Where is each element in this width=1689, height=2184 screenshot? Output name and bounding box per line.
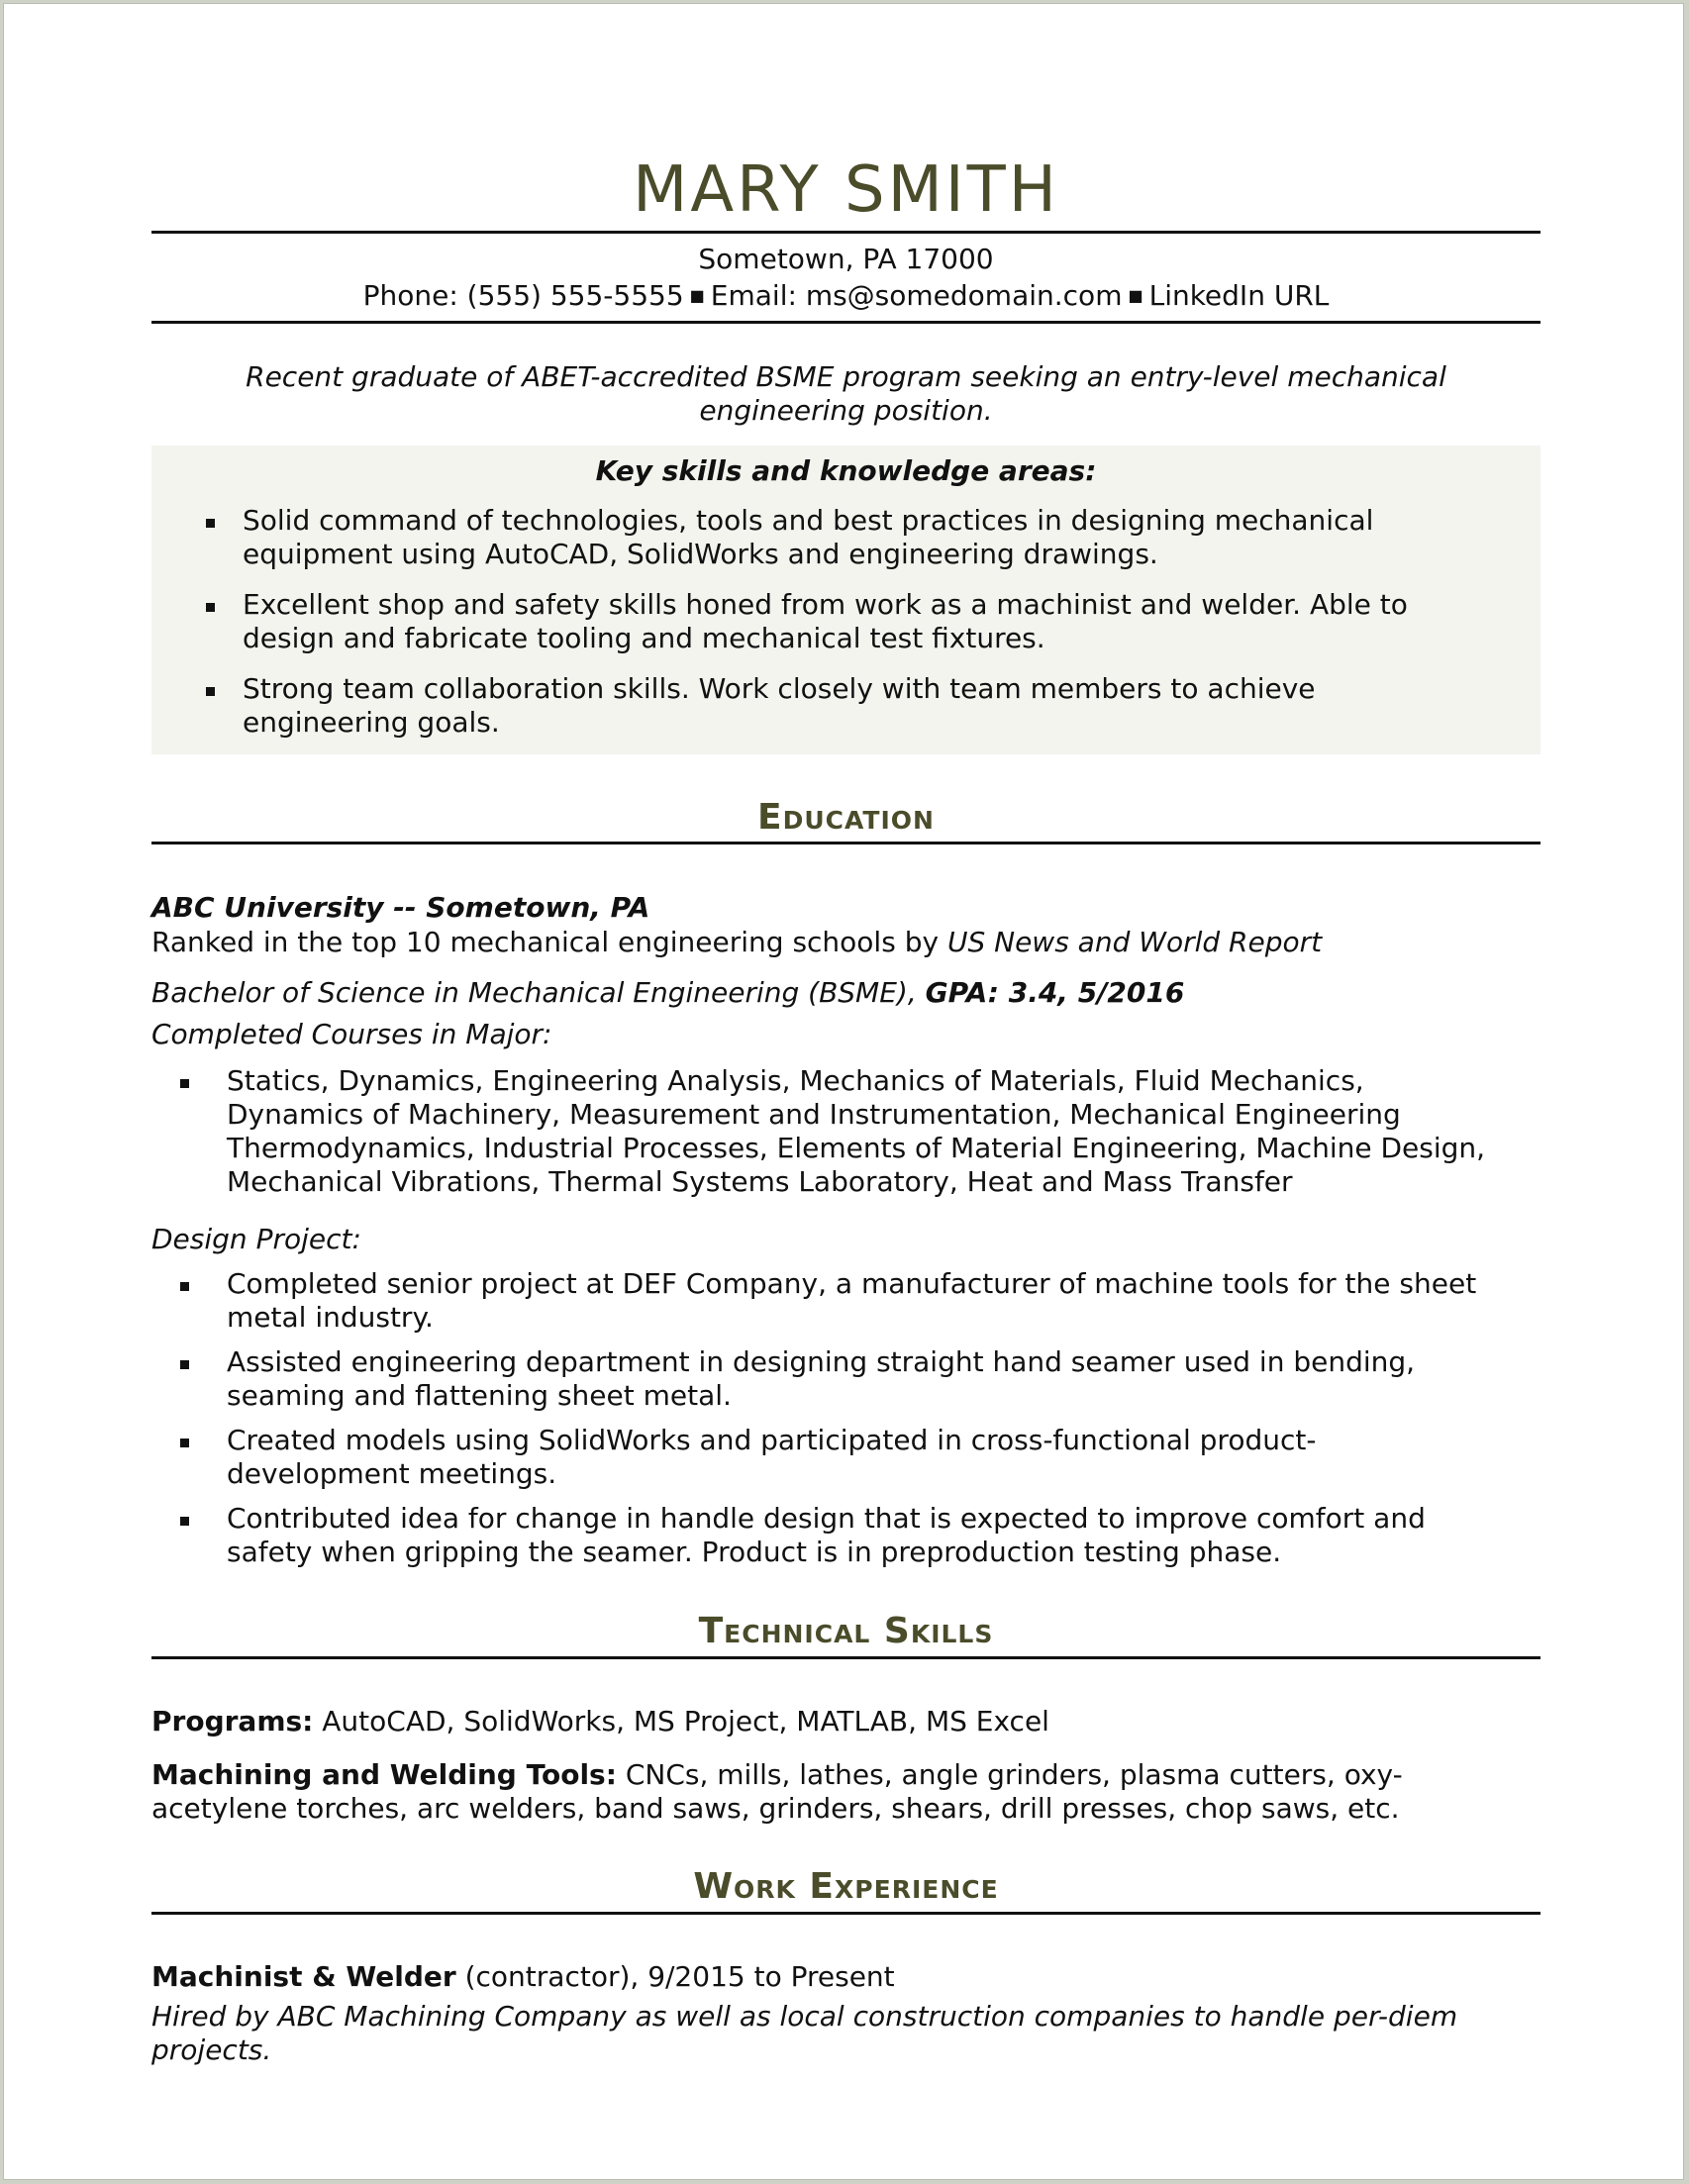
list-item-text: Contributed idea for change in handle design that is expected to improve comfort and	[227, 1502, 1426, 1535]
project-list	[227, 1267, 1476, 1580]
list-item-text: seaming and flattening sheet metal.	[227, 1379, 732, 1412]
square-bullet-icon	[206, 687, 215, 696]
job-description: Hired by ABC Machining Company as well as local construction companies to handle per-diem	[151, 2000, 1458, 2033]
course-line: Mechanical Vibrations, Thermal Systems Laboratory, Heat and Mass Transfer	[227, 1165, 1293, 1198]
ranking-text: Ranked in the top 10 mechanical engineering schools by	[151, 926, 947, 958]
job-meta: (contractor), 9/2015 to Present	[455, 1960, 895, 1993]
work-experience-rule	[151, 1912, 1540, 1915]
list-item	[227, 1502, 1476, 1580]
header-top-rule	[151, 231, 1540, 234]
courses-list	[227, 1064, 1485, 1199]
objective-line: engineering position.	[699, 394, 993, 427]
key-skills-heading: Key skills and knowledge areas:	[595, 454, 1097, 487]
list-item-text: equipment using AutoCAD, SolidWorks and engineering drawings.	[243, 538, 1158, 570]
key-skills-list	[243, 504, 1408, 756]
course-line: Statics, Dynamics, Engineering Analysis, Mechanics of Materials, Fluid Mechanics,	[227, 1064, 1364, 1097]
separator-bullet: ■	[689, 286, 705, 305]
list-item-text: Solid command of technologies, tools and best practices in designing mechanical	[243, 504, 1374, 537]
list-item-text: Strong team collaboration skills. Work closely with team members to achieve	[243, 672, 1316, 705]
square-bullet-icon	[180, 1282, 189, 1291]
resume-page	[3, 3, 1684, 2180]
course-line: Dynamics of Machinery, Measurement and Instrumentation, Mechanical Engineering	[227, 1098, 1401, 1131]
list-item	[227, 1064, 1485, 1199]
list-item-text: Created models using SolidWorks and participated in cross-functional product-	[227, 1424, 1317, 1456]
list-item	[243, 588, 1408, 672]
job-description-continued: projects.	[151, 2034, 272, 2066]
square-bullet-icon	[180, 1360, 189, 1369]
contact-line	[151, 278, 1540, 318]
list-item	[227, 1345, 1476, 1424]
list-item-text: engineering goals.	[243, 706, 500, 739]
list-item	[243, 504, 1408, 588]
project-label: Design Project:	[151, 1223, 361, 1255]
courses-label: Completed Courses in Major:	[151, 1018, 552, 1050]
gpa: GPA: 3.4, 5/2016	[925, 976, 1185, 1009]
square-bullet-icon	[180, 1439, 189, 1447]
list-item-text: metal industry.	[227, 1301, 434, 1334]
school-name: ABC University -- Sometown, PA	[151, 891, 650, 924]
education-rule	[151, 842, 1540, 844]
square-bullet-icon	[206, 519, 215, 528]
degree-line	[151, 976, 1184, 1010]
phone: Phone: (555) 555-5555	[362, 279, 684, 312]
degree: Bachelor of Science in Mechanical Engineering (BSME),	[151, 976, 926, 1009]
list-item-text: Completed senior project at DEF Company, a manufacturer of machine tools for the sheet	[227, 1267, 1477, 1300]
square-bullet-icon	[180, 1079, 189, 1088]
tools-line	[151, 1758, 1403, 1792]
linkedin-link[interactable]: LinkedIn URL	[1148, 279, 1330, 312]
list-item-text: design and fabricate tooling and mechanical test fixtures.	[243, 622, 1045, 654]
location: Sometown, PA 17000	[698, 243, 994, 275]
school-ranking	[151, 926, 1322, 959]
list-item-text: development meetings.	[227, 1457, 557, 1490]
email: Email: ms@somedomain.com	[710, 279, 1123, 312]
job-heading	[151, 1960, 895, 1994]
separator-bullet: ■	[1128, 286, 1143, 305]
square-bullet-icon	[180, 1517, 189, 1526]
list-item	[227, 1424, 1476, 1502]
list-item	[243, 672, 1408, 756]
tools-line-continued: acetylene torches, arc welders, band saws, grinders, shears, drill presses, chop saws, etc.	[151, 1792, 1400, 1825]
header-bottom-rule	[151, 321, 1540, 324]
programs-line	[151, 1705, 1049, 1738]
education-heading: Education	[757, 797, 935, 838]
square-bullet-icon	[206, 603, 215, 612]
list-item-text: Assisted engineering department in designing straight hand seamer used in bending,	[227, 1345, 1416, 1378]
programs-label: Programs:	[151, 1705, 314, 1737]
objective-line: Recent graduate of ABET-accredited BSME program seeking an entry-level mechanical	[246, 360, 1446, 393]
technical-skills-rule	[151, 1656, 1540, 1659]
work-experience-heading: Work Experience	[693, 1866, 999, 1907]
programs-value: AutoCAD, SolidWorks, MS Project, MATLAB, MS Excel	[313, 1705, 1049, 1737]
list-item-text: Excellent shop and safety skills honed from work as a machinist and welder. Able to	[243, 588, 1408, 621]
list-item-text: safety when gripping the seamer. Product is in preproduction testing phase.	[227, 1536, 1282, 1568]
technical-skills-heading: Technical Skills	[698, 1611, 994, 1651]
ranking-source: US News and World Report	[946, 926, 1323, 958]
job-title: Machinist & Welder	[151, 1960, 456, 1993]
course-line: Thermodynamics, Industrial Processes, Elements of Material Engineering, Machine Design,	[227, 1132, 1486, 1164]
candidate-name: MARY SMITH	[633, 153, 1059, 227]
list-item	[227, 1267, 1476, 1345]
objective-statement	[181, 360, 1511, 428]
tools-label: Machining and Welding Tools:	[151, 1758, 617, 1791]
tools-value: CNCs, mills, lathes, angle grinders, plasma cutters, oxy-	[616, 1758, 1403, 1791]
